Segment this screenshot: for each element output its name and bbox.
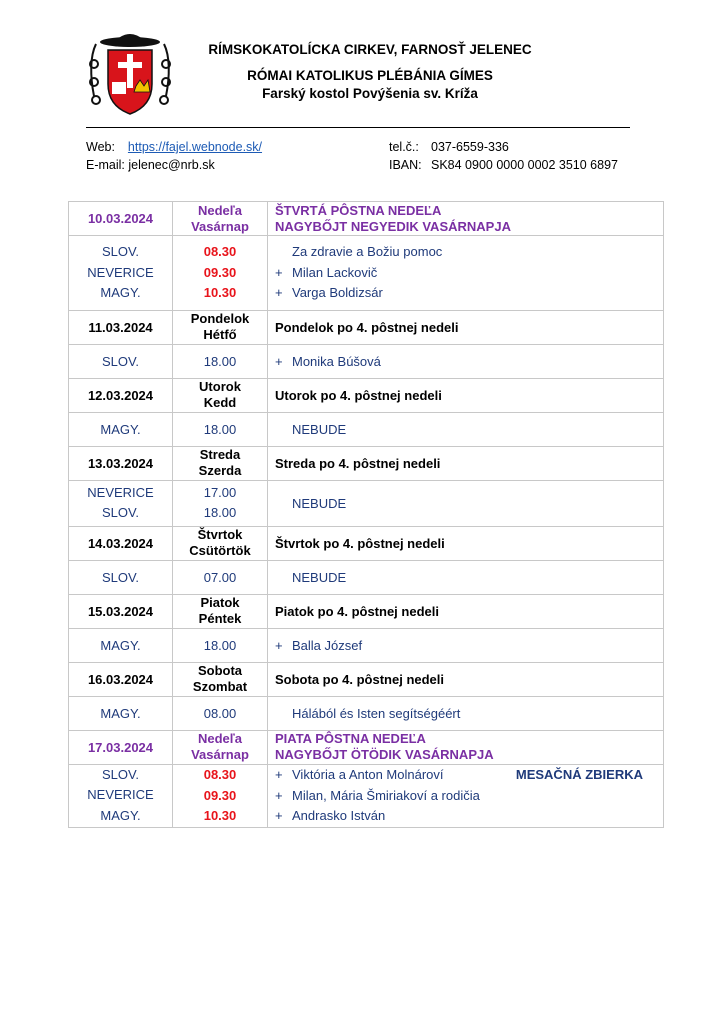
- mass-language: MAGY.: [69, 412, 173, 446]
- day-name: Nedeľa Vasárnap: [173, 202, 268, 236]
- tel-value: 037-6559-336: [431, 140, 509, 154]
- day-date: 14.03.2024: [69, 526, 173, 560]
- mass-row: [69, 560, 664, 594]
- mass-row: [69, 236, 664, 311]
- mass-schedule-table: [68, 201, 664, 828]
- monthly-collection-note: MESAČNÁ ZBIERKA: [515, 767, 643, 782]
- day-date: 17.03.2024: [69, 730, 173, 764]
- mass-time: 18.00: [173, 412, 268, 446]
- day-name: Streda Szerda: [173, 446, 268, 480]
- day-header-row: [69, 662, 664, 696]
- day-header-row: [69, 526, 664, 560]
- mass-intentions: Za zdravie a Božiu pomoc + Milan Lackovič + Varga Boldizsár: [268, 236, 664, 311]
- header-line-parish-hu: RÓMAI KATOLIKUS PLÉBÁNIA GÍMES: [247, 68, 493, 83]
- day-date: 16.03.2024: [69, 662, 173, 696]
- day-title: PIATA PÔSTNA NEDEĽA NAGYBŐJT ÖTÖDIK VASÁRNAPJA: [268, 730, 664, 764]
- mass-row: [69, 764, 664, 828]
- day-date: 10.03.2024: [69, 202, 173, 236]
- mass-row: [69, 480, 664, 526]
- mass-languages: SLOV. NEVERICE MAGY.: [69, 236, 173, 311]
- day-name: Nedeľa Vasárnap: [173, 730, 268, 764]
- mass-time: 07.00: [173, 560, 268, 594]
- day-header-row: [69, 202, 664, 236]
- day-header-row: [69, 310, 664, 344]
- mass-intention: NEBUDE: [268, 412, 664, 446]
- day-title: Štvrtok po 4. pôstnej nedeli: [268, 526, 664, 560]
- day-header-row: [69, 446, 664, 480]
- header-divider: [86, 127, 630, 128]
- mass-languages: NEVERICE SLOV.: [69, 480, 173, 526]
- mass-row: [69, 696, 664, 730]
- day-title: Sobota po 4. pôstnej nedeli: [268, 662, 664, 696]
- mass-times: 17.00 18.00: [173, 480, 268, 526]
- mass-row: [69, 628, 664, 662]
- mass-intention: Hálából és Isten segítségéért: [268, 696, 664, 730]
- mass-languages: SLOV. NEVERICE MAGY.: [69, 764, 173, 828]
- iban-value: SK84 0900 0000 0002 3510 6897: [431, 158, 618, 172]
- mass-row: [69, 412, 664, 446]
- day-name: Sobota Szombat: [173, 662, 268, 696]
- day-name: Pondelok Hétfő: [173, 310, 268, 344]
- mass-time: 08.00: [173, 696, 268, 730]
- mass-language: SLOV.: [69, 344, 173, 378]
- day-title: Piatok po 4. pôstnej nedeli: [268, 594, 664, 628]
- header-line-church: RÍMSKOKATOLÍCKA CIRKEV, FARNOSŤ JELENEC: [208, 42, 532, 57]
- day-header-row: [69, 594, 664, 628]
- mass-row: [69, 344, 664, 378]
- day-date: 12.03.2024: [69, 378, 173, 412]
- iban-label: IBAN:: [389, 158, 422, 172]
- contact-email: E-mail: jelenec@nrb.sk: [86, 158, 215, 172]
- day-header-row: [69, 730, 664, 764]
- mass-language: SLOV.: [69, 560, 173, 594]
- day-name: Piatok Péntek: [173, 594, 268, 628]
- day-title: ŠTVRTÁ PÔSTNA NEDEĽA NAGYBŐJT NEGYEDIK VASÁRNAPJA: [268, 202, 664, 236]
- day-title: Utorok po 4. pôstnej nedeli: [268, 378, 664, 412]
- mass-intentions: + Viktória a Anton Molnároví MESAČNÁ ZBIERKA + Milan, Mária Šmiriakoví a rodičia + Andrasko István: [268, 764, 664, 828]
- day-name: Štvrtok Csütörtök: [173, 526, 268, 560]
- day-date: 13.03.2024: [69, 446, 173, 480]
- parish-coat-of-arms: [84, 26, 176, 118]
- mass-time: 18.00: [173, 344, 268, 378]
- contact-web-row: [86, 138, 262, 156]
- contact-tel-row: [389, 138, 509, 156]
- contact-iban-row: [389, 156, 618, 174]
- mass-intention: NEBUDE: [268, 560, 664, 594]
- header-line-church-name: Farský kostol Povýšenia sv. Kríža: [262, 86, 478, 101]
- day-header-row: [69, 378, 664, 412]
- mass-intention: + Monika Búšová: [268, 344, 664, 378]
- mass-intention: + Balla József: [268, 628, 664, 662]
- web-label: Web:: [86, 140, 115, 154]
- mass-language: MAGY.: [69, 628, 173, 662]
- mass-language: MAGY.: [69, 696, 173, 730]
- mass-time: 18.00: [173, 628, 268, 662]
- mass-times: 08.30 09.30 10.30: [173, 764, 268, 828]
- day-date: 11.03.2024: [69, 310, 173, 344]
- mass-intention: NEBUDE: [268, 480, 664, 526]
- web-link[interactable]: https://fajel.webnode.sk/: [127, 140, 263, 154]
- day-name: Utorok Kedd: [173, 378, 268, 412]
- day-date: 15.03.2024: [69, 594, 173, 628]
- day-title: Streda po 4. pôstnej nedeli: [268, 446, 664, 480]
- mass-times: 08.30 09.30 10.30: [173, 236, 268, 311]
- day-title: Pondelok po 4. pôstnej nedeli: [268, 310, 664, 344]
- tel-label: tel.č.:: [389, 140, 419, 154]
